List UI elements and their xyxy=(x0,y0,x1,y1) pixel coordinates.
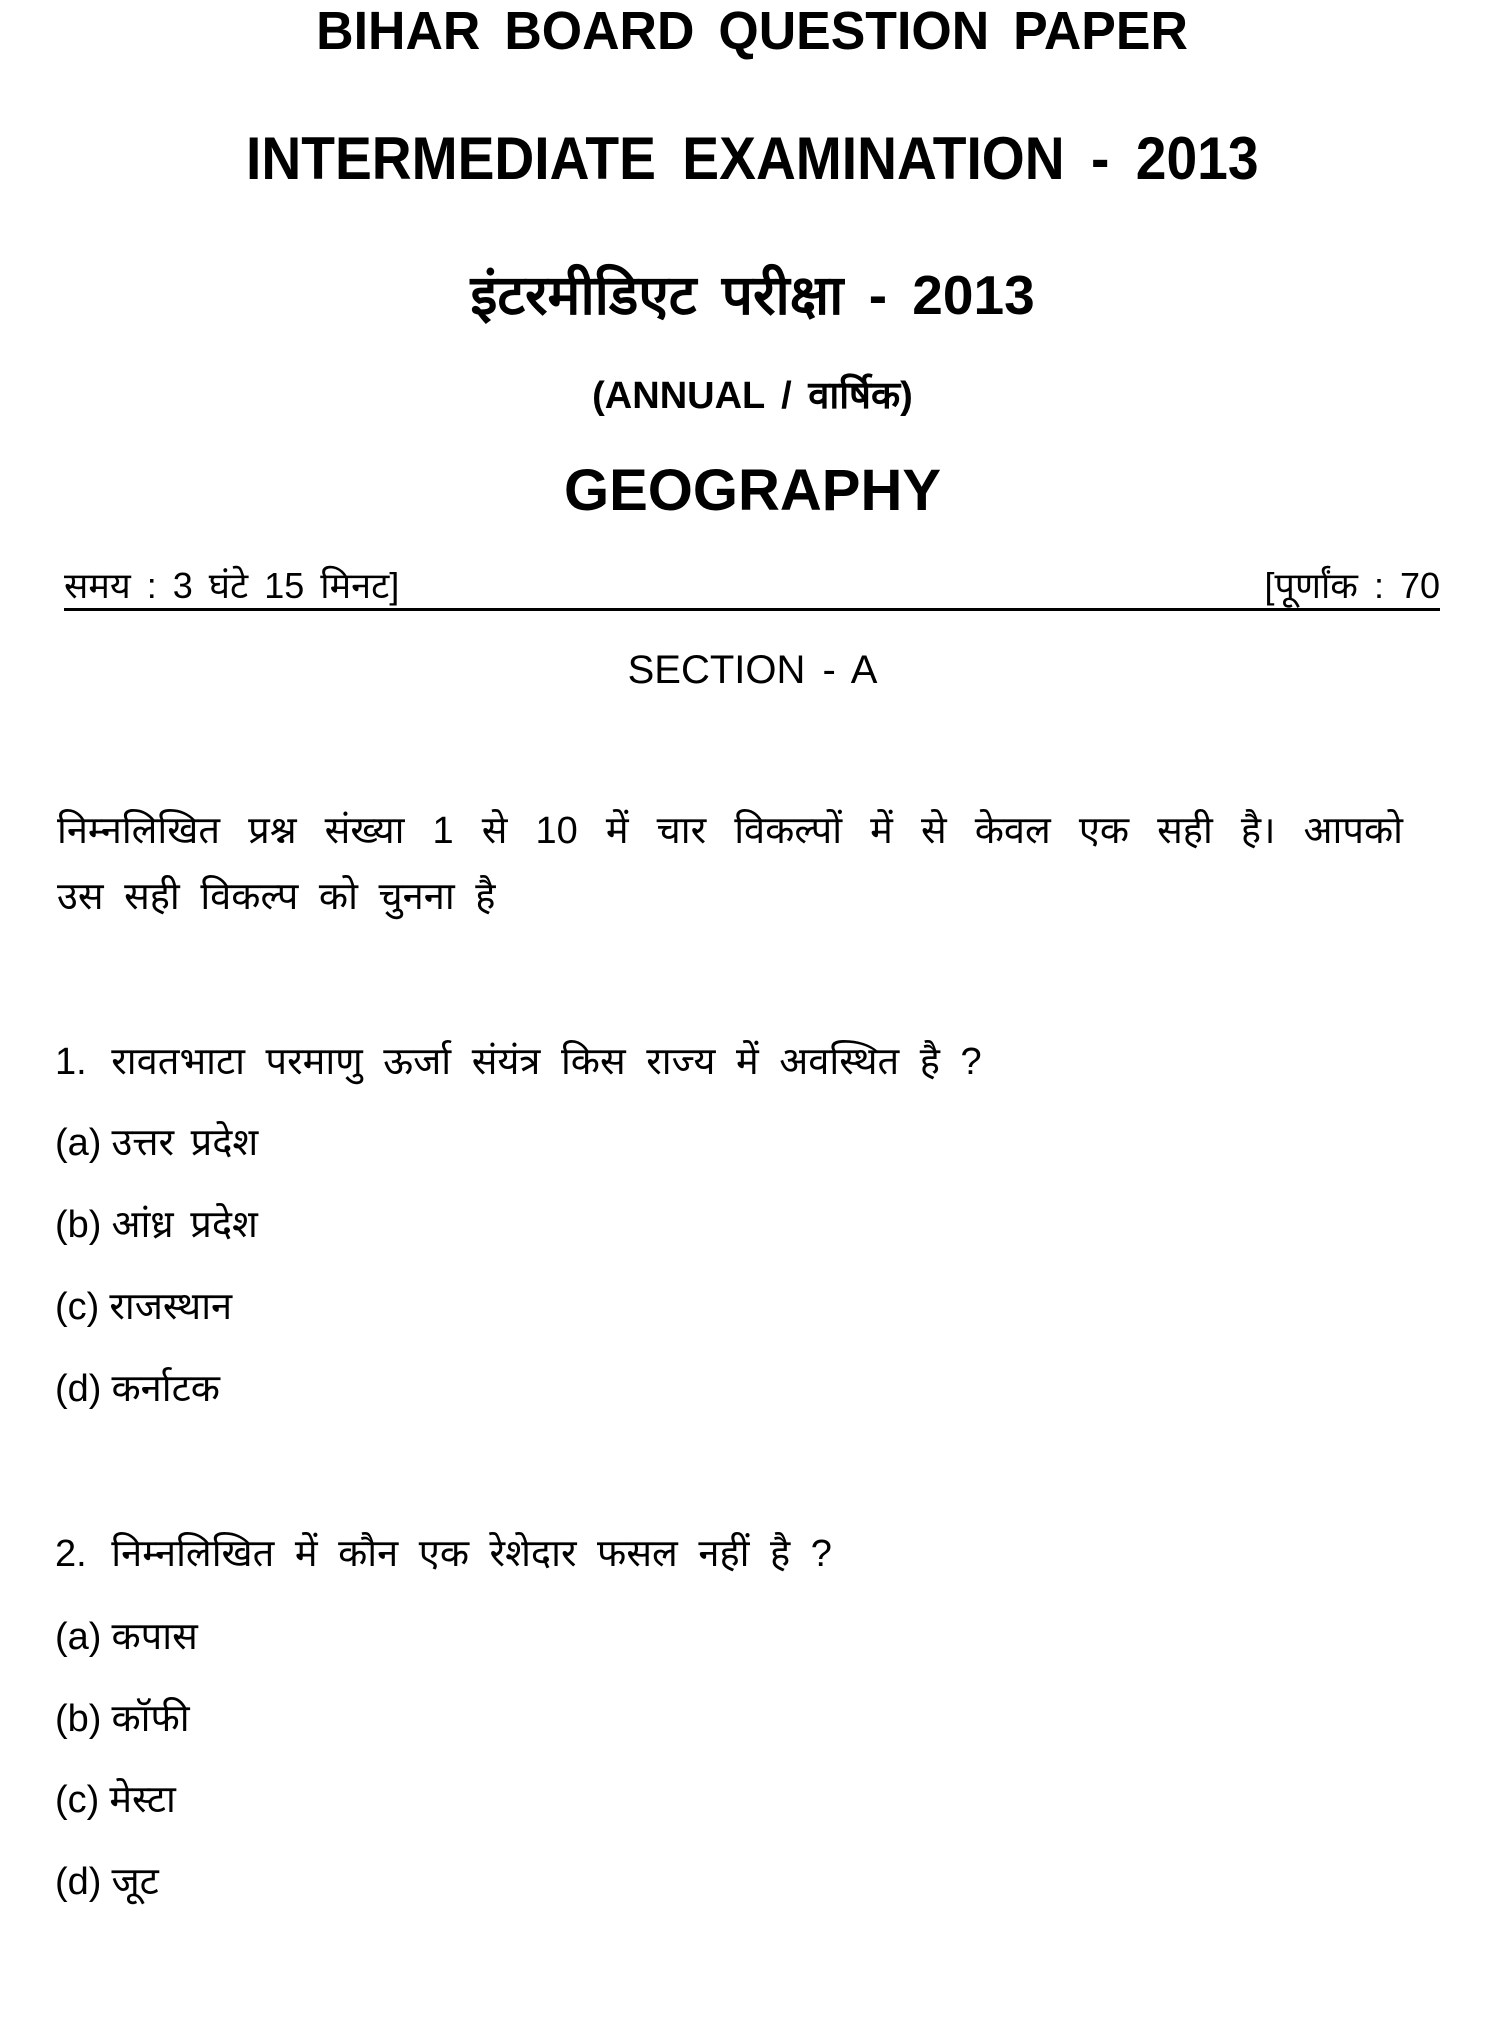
exam-title-hindi: इंटरमीडिएट परीक्षा - 2013 xyxy=(470,264,1035,326)
option-label: (b) xyxy=(55,1698,102,1740)
question-2-option-d xyxy=(55,1863,159,1901)
option-text: जूट xyxy=(111,1861,159,1903)
question-number: 1. xyxy=(55,1041,87,1083)
option-label: (a) xyxy=(55,1616,102,1658)
question-1-option-d xyxy=(55,1370,220,1408)
exam-meta-row xyxy=(64,562,1440,611)
exam-title-english xyxy=(0,125,1505,192)
option-label: (a) xyxy=(55,1122,102,1164)
exam-title-english-text: INTERMEDIATE EXAMINATION - 2013 xyxy=(246,125,1259,192)
full-marks: [पूर्णांक : 70 xyxy=(1264,565,1440,606)
board-title xyxy=(0,1,1505,61)
option-text: राजस्थान xyxy=(109,1286,233,1328)
board-title-text: BIHAR BOARD QUESTION PAPER xyxy=(316,1,1189,61)
option-label: (c) xyxy=(55,1779,100,1821)
option-text: कर्नाटक xyxy=(111,1368,220,1410)
question-1-option-c xyxy=(55,1288,232,1326)
option-label: (c) xyxy=(55,1286,100,1328)
instruction-line-1: निम्नलिखित प्रश्न संख्या 1 से 10 में चार विकल्पों में से केवल एक सही है। आपको xyxy=(57,810,1403,852)
question-2-option-c xyxy=(55,1781,176,1819)
question-1-option-a xyxy=(55,1124,258,1162)
question-text: निम्नलिखित में कौन एक रेशेदार फसल नहीं है ? xyxy=(111,1533,832,1575)
question-2-option-b xyxy=(55,1700,190,1738)
option-text: उत्तर प्रदेश xyxy=(111,1122,259,1164)
option-label: (d) xyxy=(55,1368,102,1410)
question-1 xyxy=(55,1043,982,1081)
question-2-option-a xyxy=(55,1618,198,1656)
section-heading: SECTION - A xyxy=(627,648,878,692)
subject-title: GEOGRAPHY xyxy=(563,458,942,523)
option-text: मेस्टा xyxy=(109,1779,176,1821)
option-label: (b) xyxy=(55,1204,102,1246)
question-number: 2. xyxy=(55,1533,87,1575)
option-text: आंध्र प्रदेश xyxy=(111,1204,258,1246)
time-allowed: समय : 3 घंटे 15 मिनट] xyxy=(64,565,400,606)
exam-type: (ANNUAL / वार्षिक) xyxy=(592,375,913,417)
question-1-option-b xyxy=(55,1206,258,1244)
option-label: (d) xyxy=(55,1861,102,1903)
question-text: रावतभाटा परमाणु ऊर्जा संयंत्र किस राज्य में अवस्थित है ? xyxy=(111,1041,982,1083)
option-text: कपास xyxy=(111,1616,198,1658)
option-text: कॉफी xyxy=(111,1698,190,1740)
instruction-line-2: उस सही विकल्प को चुनना है xyxy=(57,876,496,918)
question-2 xyxy=(55,1535,832,1573)
